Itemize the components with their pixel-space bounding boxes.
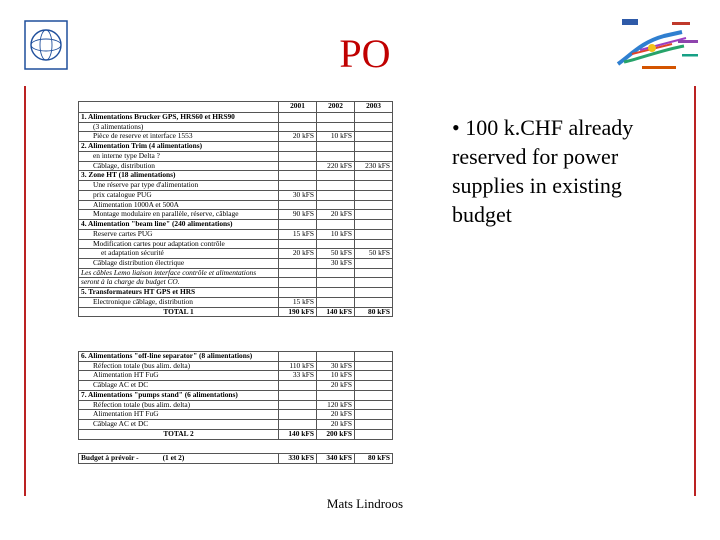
table-cell <box>317 113 355 123</box>
value-2001: 33 kFS <box>279 371 317 381</box>
line-description: Câblage, distribution <box>79 161 279 171</box>
value-2001: 15 kFS <box>279 297 317 307</box>
total-2003 <box>355 429 393 439</box>
line-description: Alimentation 1000A et 500A <box>79 200 279 210</box>
table-row <box>79 297 393 307</box>
table-section-row <box>79 171 393 181</box>
line-description: Réfection totale (bus alim. delta) <box>79 361 279 371</box>
line-description: Alimentation HT FuG <box>79 410 279 420</box>
table-cell <box>317 288 355 298</box>
table-row <box>79 278 393 288</box>
value-2002: 10 kFS <box>317 371 355 381</box>
table-row <box>79 181 393 191</box>
value-2001 <box>279 268 317 278</box>
table-cell <box>279 390 317 400</box>
value-2001: 30 kFS <box>279 190 317 200</box>
total-2002: 140 kFS <box>317 307 355 317</box>
total-row <box>79 307 393 317</box>
table-row <box>79 229 393 239</box>
bullet-text: • 100 k.CHF already reserved for power supplies in existing budget <box>452 115 634 227</box>
line-description: Montage modulaire en parallèle, réserve, câblage <box>79 210 279 220</box>
line-description: (3 alimentations) <box>79 122 279 132</box>
table-row <box>79 132 393 142</box>
value-2001 <box>279 381 317 391</box>
table-cell <box>317 352 355 362</box>
table-row <box>79 420 393 430</box>
value-2002 <box>317 278 355 288</box>
table-cell <box>317 142 355 152</box>
value-2001 <box>279 410 317 420</box>
value-2001 <box>279 259 317 269</box>
budget-table-part2 <box>78 351 393 440</box>
value-2003 <box>355 181 393 191</box>
total-label: TOTAL 1 <box>79 307 279 317</box>
line-description: Les câbles Lemo liaison interface contrôle et alimentations <box>79 268 279 278</box>
total-2001: 190 kFS <box>279 307 317 317</box>
value-2002: 220 kFS <box>317 161 355 171</box>
table-section-row <box>79 142 393 152</box>
value-2002 <box>317 190 355 200</box>
budget-table-summary <box>78 453 393 464</box>
table-cell <box>279 171 317 181</box>
bullet-point <box>434 113 664 229</box>
value-2002 <box>317 151 355 161</box>
budget-2001: 330 kFS <box>279 454 317 464</box>
table-section-row <box>79 288 393 298</box>
column-header <box>79 102 279 113</box>
line-description: seront à la charge du budget CO. <box>79 278 279 288</box>
value-2001 <box>279 420 317 430</box>
budget-table <box>78 101 392 463</box>
budget-2003: 80 kFS <box>355 454 393 464</box>
value-2002 <box>317 181 355 191</box>
table-cell <box>355 142 393 152</box>
value-2001 <box>279 278 317 288</box>
table-row <box>79 151 393 161</box>
value-2003 <box>355 297 393 307</box>
table-row <box>79 361 393 371</box>
value-2002 <box>317 268 355 278</box>
table-cell <box>317 220 355 230</box>
value-2001: 110 kFS <box>279 361 317 371</box>
value-2003 <box>355 371 393 381</box>
budget-row <box>79 454 393 464</box>
table-section-row <box>79 113 393 123</box>
table-cell <box>355 171 393 181</box>
value-2001: 20 kFS <box>279 132 317 142</box>
table-row <box>79 259 393 269</box>
value-2001 <box>279 239 317 249</box>
table-cell <box>279 142 317 152</box>
table-cell <box>279 352 317 362</box>
table-row <box>79 239 393 249</box>
line-description: Câblage AC et DC <box>79 420 279 430</box>
value-2003 <box>355 229 393 239</box>
table-cell <box>355 352 393 362</box>
value-2003 <box>355 151 393 161</box>
value-2001 <box>279 181 317 191</box>
value-2003 <box>355 122 393 132</box>
slide-title: PO <box>339 31 391 76</box>
value-2001: 90 kFS <box>279 210 317 220</box>
table-row <box>79 122 393 132</box>
value-2002: 20 kFS <box>317 410 355 420</box>
table-row <box>79 249 393 259</box>
value-2003 <box>355 420 393 430</box>
line-description: Câblage AC et DC <box>79 381 279 391</box>
value-2002: 20 kFS <box>317 210 355 220</box>
value-2001 <box>279 122 317 132</box>
right-rule <box>694 86 696 496</box>
value-2002: 10 kFS <box>317 229 355 239</box>
value-2003 <box>355 381 393 391</box>
total-2001: 140 kFS <box>279 429 317 439</box>
budget-2002: 340 kFS <box>317 454 355 464</box>
line-description: Pièce de reserve et interface 1553 <box>79 132 279 142</box>
line-description: Alimentation HT FuG <box>79 371 279 381</box>
line-description: et adaptation sécurité <box>79 249 279 259</box>
value-2002: 20 kFS <box>317 420 355 430</box>
section-title: 2. Alimentation Trim (4 alimentations) <box>79 142 279 152</box>
line-description: Reserve cartes PUG <box>79 229 279 239</box>
table-row <box>79 381 393 391</box>
value-2002 <box>317 122 355 132</box>
footer-author: Mats Lindroos <box>326 496 404 511</box>
value-2003 <box>355 239 393 249</box>
cern-logo <box>24 20 68 70</box>
section-title: 1. Alimentations Brucker GPS, HRS60 et HRS90 <box>79 113 279 123</box>
budget-label-cell <box>79 454 279 464</box>
value-2003 <box>355 190 393 200</box>
table-header-row <box>79 102 393 113</box>
table-row <box>79 400 393 410</box>
table-cell <box>279 288 317 298</box>
section-title: 5. Transformateurs HT GPS et HRS <box>79 288 279 298</box>
value-2002: 120 kFS <box>317 400 355 410</box>
column-header: 2001 <box>279 102 317 113</box>
value-2003 <box>355 210 393 220</box>
line-description: Câblage distribution électrique <box>79 259 279 269</box>
value-2001 <box>279 161 317 171</box>
table-section-row <box>79 220 393 230</box>
value-2002 <box>317 200 355 210</box>
table-cell <box>355 220 393 230</box>
total-row <box>79 429 393 439</box>
table-cell <box>317 171 355 181</box>
value-2003: 230 kFS <box>355 161 393 171</box>
value-2002: 10 kFS <box>317 132 355 142</box>
table-row <box>79 410 393 420</box>
table-section-row <box>79 390 393 400</box>
table-cell <box>279 113 317 123</box>
value-2002 <box>317 297 355 307</box>
total-label: TOTAL 2 <box>79 429 279 439</box>
value-2002: 50 kFS <box>317 249 355 259</box>
table-row <box>79 200 393 210</box>
value-2003 <box>355 200 393 210</box>
line-description: Electronique câblage, distribution <box>79 297 279 307</box>
value-2001 <box>279 151 317 161</box>
value-2003 <box>355 132 393 142</box>
section-title: 3. Zone HT (18 alimentations) <box>79 171 279 181</box>
value-2001: 15 kFS <box>279 229 317 239</box>
table-row <box>79 371 393 381</box>
section-title: 6. Alimentations "off-line separator" (8 alimentations) <box>79 352 279 362</box>
table-row <box>79 210 393 220</box>
budget-table-part1 <box>78 101 393 317</box>
table-row <box>79 268 393 278</box>
table-cell <box>355 288 393 298</box>
value-2001: 20 kFS <box>279 249 317 259</box>
table-section-row <box>79 352 393 362</box>
left-rule <box>24 86 26 496</box>
value-2002: 30 kFS <box>317 259 355 269</box>
line-description: Une réserve par type d'alimentation <box>79 181 279 191</box>
line-description: Modification cartes pour adaptation contrôle <box>79 239 279 249</box>
budget-label: Budget à prévoir - <box>81 453 139 462</box>
budget-part: (1 et 2) <box>162 453 185 462</box>
value-2003 <box>355 400 393 410</box>
value-2003: 50 kFS <box>355 249 393 259</box>
value-2003 <box>355 268 393 278</box>
value-2001 <box>279 400 317 410</box>
line-description: Réfection totale (bus alim. delta) <box>79 400 279 410</box>
total-2003: 80 kFS <box>355 307 393 317</box>
column-header: 2002 <box>317 102 355 113</box>
section-title: 7. Alimentations "pumps stand" (6 alimentations) <box>79 390 279 400</box>
value-2002: 20 kFS <box>317 381 355 391</box>
line-description: prix catalogue PUG <box>79 190 279 200</box>
table-cell <box>279 220 317 230</box>
value-2003 <box>355 259 393 269</box>
isolde-logo <box>612 14 708 80</box>
table-row <box>79 161 393 171</box>
value-2002: 30 kFS <box>317 361 355 371</box>
value-2003 <box>355 361 393 371</box>
table-cell <box>317 390 355 400</box>
value-2003 <box>355 410 393 420</box>
value-2001 <box>279 200 317 210</box>
section-title: 4. Alimentation "beam line" (240 alimentations) <box>79 220 279 230</box>
column-header: 2003 <box>355 102 393 113</box>
line-description: en interne type Delta ? <box>79 151 279 161</box>
value-2003 <box>355 278 393 288</box>
total-2002: 200 kFS <box>317 429 355 439</box>
value-2002 <box>317 239 355 249</box>
table-cell <box>355 390 393 400</box>
table-cell <box>355 113 393 123</box>
table-row <box>79 190 393 200</box>
